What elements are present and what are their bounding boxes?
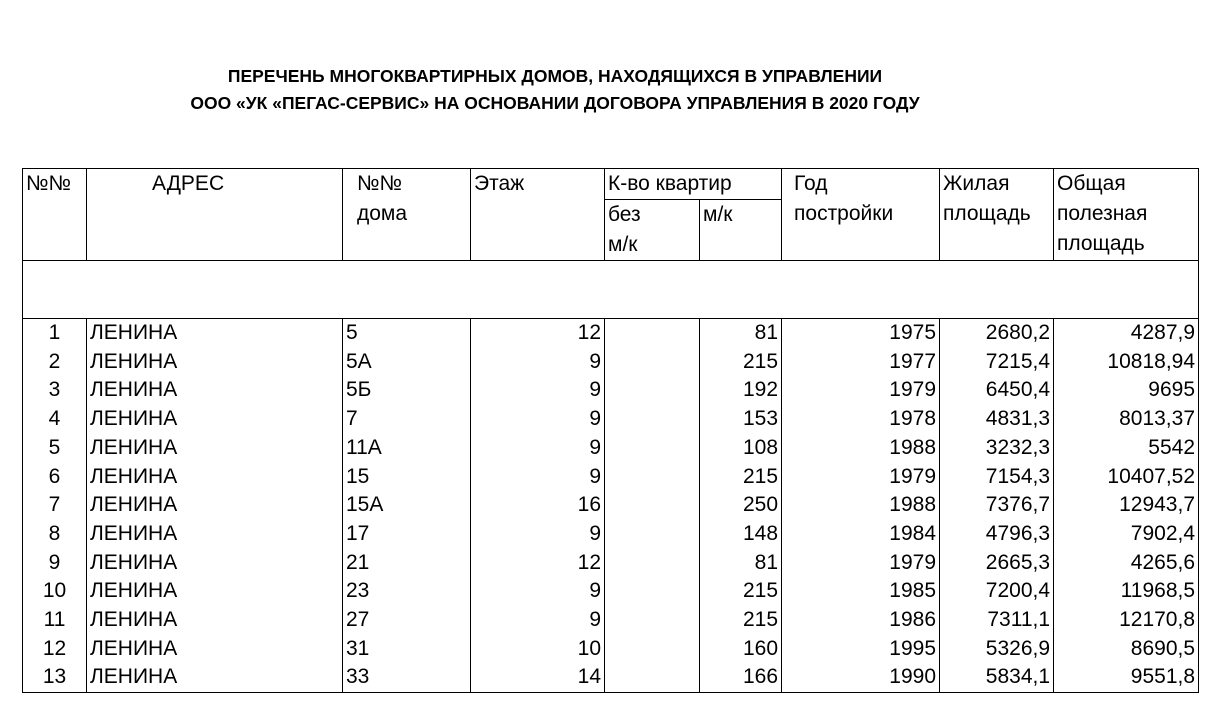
cell-living-area: 4796,3 bbox=[940, 520, 1054, 549]
header-no-mk-line1: без bbox=[608, 203, 641, 226]
cell-total-area: 10818,94 bbox=[1054, 348, 1199, 377]
cell-build-year: 1995 bbox=[782, 635, 940, 664]
cell-build-year: 1985 bbox=[782, 577, 940, 606]
cell-apartments-no-mk bbox=[605, 663, 700, 692]
cell-apartments-no-mk bbox=[605, 434, 700, 463]
cell-living-area: 7215,4 bbox=[940, 348, 1054, 377]
table-row bbox=[23, 348, 1199, 377]
cell-apartments-no-mk bbox=[605, 463, 700, 492]
cell-street: ЛЕНИНА bbox=[87, 463, 343, 492]
cell-house-number: 21 bbox=[343, 549, 471, 578]
header-house-line1: №№ bbox=[357, 172, 403, 195]
cell-house-number: 5А bbox=[343, 348, 471, 377]
cell-floors: 12 bbox=[471, 319, 605, 348]
cell-living-area: 3232,3 bbox=[940, 434, 1054, 463]
cell-house-number: 11А bbox=[343, 434, 471, 463]
header-living-line1: Жилая bbox=[943, 172, 1010, 195]
cell-house-number: 5Б bbox=[343, 376, 471, 405]
header-address-label: АДРЕС bbox=[152, 172, 225, 195]
cell-total-area: 4265,6 bbox=[1054, 549, 1199, 578]
cell-total-area: 5542 bbox=[1054, 434, 1199, 463]
cell-apartments-no-mk bbox=[605, 635, 700, 664]
cell-floors: 16 bbox=[471, 491, 605, 520]
cell-street: ЛЕНИНА bbox=[87, 606, 343, 635]
empty-row bbox=[23, 261, 1199, 319]
cell-apartments-no-mk bbox=[605, 405, 700, 434]
document-title-line-2: ООО «УК «ПЕГАС-СЕРВИС» НА ОСНОВАНИИ ДОГОВОРА УПРАВЛЕНИЯ В 2020 ГОДУ bbox=[190, 93, 920, 113]
cell-apartments-no-mk bbox=[605, 319, 700, 348]
cell-street: ЛЕНИНА bbox=[87, 577, 343, 606]
cell-living-area: 5834,1 bbox=[940, 663, 1054, 692]
table-row bbox=[23, 376, 1199, 405]
cell-total-area: 8013,37 bbox=[1054, 405, 1199, 434]
cell-row-number: 5 bbox=[23, 434, 87, 463]
cell-apartments-mk: 81 bbox=[700, 319, 782, 348]
cell-row-number: 12 bbox=[23, 635, 87, 664]
cell-street: ЛЕНИНА bbox=[87, 376, 343, 405]
cell-living-area: 7154,3 bbox=[940, 463, 1054, 492]
table-row bbox=[23, 606, 1199, 635]
cell-street: ЛЕНИНА bbox=[87, 319, 343, 348]
cell-house-number: 15А bbox=[343, 491, 471, 520]
cell-living-area: 7200,4 bbox=[940, 577, 1054, 606]
cell-living-area: 7376,7 bbox=[940, 491, 1054, 520]
header-year-line1: Год bbox=[794, 172, 828, 195]
cell-build-year: 1979 bbox=[782, 463, 940, 492]
cell-row-number: 3 bbox=[23, 376, 87, 405]
cell-total-area: 10407,52 bbox=[1054, 463, 1199, 492]
cell-apartments-mk: 108 bbox=[700, 434, 782, 463]
cell-house-number: 7 bbox=[343, 405, 471, 434]
table-row bbox=[23, 577, 1199, 606]
cell-apartments-no-mk bbox=[605, 520, 700, 549]
cell-street: ЛЕНИНА bbox=[87, 635, 343, 664]
cell-build-year: 1988 bbox=[782, 491, 940, 520]
cell-apartments-no-mk bbox=[605, 376, 700, 405]
cell-floors: 10 bbox=[471, 635, 605, 664]
cell-build-year: 1979 bbox=[782, 549, 940, 578]
cell-build-year: 1990 bbox=[782, 663, 940, 692]
cell-apartments-no-mk bbox=[605, 606, 700, 635]
cell-build-year: 1979 bbox=[782, 376, 940, 405]
cell-house-number: 33 bbox=[343, 663, 471, 692]
cell-street: ЛЕНИНА bbox=[87, 348, 343, 377]
cell-house-number: 31 bbox=[343, 635, 471, 664]
cell-floors: 9 bbox=[471, 376, 605, 405]
cell-house-number: 15 bbox=[343, 463, 471, 492]
cell-apartments-no-mk bbox=[605, 577, 700, 606]
cell-build-year: 1975 bbox=[782, 319, 940, 348]
cell-apartments-mk: 81 bbox=[700, 549, 782, 578]
header-year bbox=[782, 169, 940, 261]
cell-house-number: 17 bbox=[343, 520, 471, 549]
cell-living-area: 6450,4 bbox=[940, 376, 1054, 405]
header-house-line2: дома bbox=[357, 202, 408, 225]
cell-build-year: 1977 bbox=[782, 348, 940, 377]
cell-apartments-mk: 215 bbox=[700, 577, 782, 606]
cell-total-area: 8690,5 bbox=[1054, 635, 1199, 664]
cell-floors: 12 bbox=[471, 549, 605, 578]
header-total-line2: полезная bbox=[1057, 202, 1148, 225]
cell-row-number: 6 bbox=[23, 463, 87, 492]
cell-apartments-mk: 148 bbox=[700, 520, 782, 549]
header-living-line2: площадь bbox=[943, 202, 1031, 225]
cell-total-area: 9695 bbox=[1054, 376, 1199, 405]
cell-street: ЛЕНИНА bbox=[87, 520, 343, 549]
cell-row-number: 13 bbox=[23, 663, 87, 692]
cell-street: ЛЕНИНА bbox=[87, 663, 343, 692]
cell-total-area: 9551,8 bbox=[1054, 663, 1199, 692]
table-row bbox=[23, 463, 1199, 492]
header-total-line1: Общая bbox=[1057, 172, 1126, 195]
cell-row-number: 10 bbox=[23, 577, 87, 606]
header-living-area bbox=[940, 169, 1054, 261]
cell-build-year: 1978 bbox=[782, 405, 940, 434]
header-total-area bbox=[1054, 169, 1199, 261]
cell-street: ЛЕНИНА bbox=[87, 434, 343, 463]
cell-house-number: 27 bbox=[343, 606, 471, 635]
table-row bbox=[23, 405, 1199, 434]
cell-total-area: 12170,8 bbox=[1054, 606, 1199, 635]
cell-row-number: 1 bbox=[23, 319, 87, 348]
cell-build-year: 1988 bbox=[782, 434, 940, 463]
cell-row-number: 4 bbox=[23, 405, 87, 434]
cell-apartments-mk: 215 bbox=[700, 348, 782, 377]
cell-floors: 14 bbox=[471, 663, 605, 692]
cell-build-year: 1986 bbox=[782, 606, 940, 635]
cell-row-number: 11 bbox=[23, 606, 87, 635]
cell-apartments-mk: 192 bbox=[700, 376, 782, 405]
cell-row-number: 8 bbox=[23, 520, 87, 549]
header-mk: м/к bbox=[700, 200, 782, 261]
header-house bbox=[343, 169, 471, 261]
cell-apartments-mk: 250 bbox=[700, 491, 782, 520]
cell-apartments-no-mk bbox=[605, 491, 700, 520]
buildings-table bbox=[22, 168, 1199, 693]
cell-floors: 9 bbox=[471, 520, 605, 549]
cell-apartments-mk: 215 bbox=[700, 606, 782, 635]
table-row bbox=[23, 663, 1199, 692]
document-title-line-1: ПЕРЕЧЕНЬ МНОГОКВАРТИРНЫХ ДОМОВ, НАХОДЯЩИХСЯ В УПРАВЛЕНИИ bbox=[227, 66, 883, 86]
cell-floors: 9 bbox=[471, 577, 605, 606]
table-row bbox=[23, 491, 1199, 520]
cell-living-area: 4831,3 bbox=[940, 405, 1054, 434]
cell-row-number: 7 bbox=[23, 491, 87, 520]
table-row bbox=[23, 635, 1199, 664]
cell-total-area: 4287,9 bbox=[1054, 319, 1199, 348]
cell-street: ЛЕНИНА bbox=[87, 405, 343, 434]
header-no-mk-line2: м/к bbox=[608, 233, 638, 256]
table-row bbox=[23, 520, 1199, 549]
cell-row-number: 9 bbox=[23, 549, 87, 578]
header-no-mk bbox=[605, 200, 700, 261]
header-address bbox=[87, 169, 343, 261]
table-row bbox=[23, 434, 1199, 463]
header-year-line2: постройки bbox=[794, 202, 894, 225]
cell-floors: 9 bbox=[471, 405, 605, 434]
cell-apartments-mk: 215 bbox=[700, 463, 782, 492]
cell-house-number: 23 bbox=[343, 577, 471, 606]
cell-total-area: 7902,4 bbox=[1054, 520, 1199, 549]
cell-floors: 9 bbox=[471, 463, 605, 492]
cell-total-area: 12943,7 bbox=[1054, 491, 1199, 520]
cell-street: ЛЕНИНА bbox=[87, 549, 343, 578]
cell-living-area: 2665,3 bbox=[940, 549, 1054, 578]
cell-apartments-mk: 160 bbox=[700, 635, 782, 664]
cell-floors: 9 bbox=[471, 606, 605, 635]
cell-apartments-no-mk bbox=[605, 348, 700, 377]
cell-house-number: 5 bbox=[343, 319, 471, 348]
cell-floors: 9 bbox=[471, 434, 605, 463]
header-floor: Этаж bbox=[471, 169, 605, 261]
cell-street: ЛЕНИНА bbox=[87, 491, 343, 520]
cell-row-number: 2 bbox=[23, 348, 87, 377]
cell-apartments-mk: 166 bbox=[700, 663, 782, 692]
header-num: №№ bbox=[23, 169, 87, 261]
cell-living-area: 2680,2 bbox=[940, 319, 1054, 348]
cell-build-year: 1984 bbox=[782, 520, 940, 549]
cell-floors: 9 bbox=[471, 348, 605, 377]
cell-apartments-mk: 153 bbox=[700, 405, 782, 434]
cell-apartments-no-mk bbox=[605, 549, 700, 578]
table-row bbox=[23, 319, 1199, 348]
cell-living-area: 5326,9 bbox=[940, 635, 1054, 664]
cell-total-area: 11968,5 bbox=[1054, 577, 1199, 606]
header-total-line3: площадь bbox=[1057, 232, 1145, 255]
table-row bbox=[23, 549, 1199, 578]
header-apartments: К-во квартир bbox=[605, 169, 782, 200]
cell-living-area: 7311,1 bbox=[940, 606, 1054, 635]
